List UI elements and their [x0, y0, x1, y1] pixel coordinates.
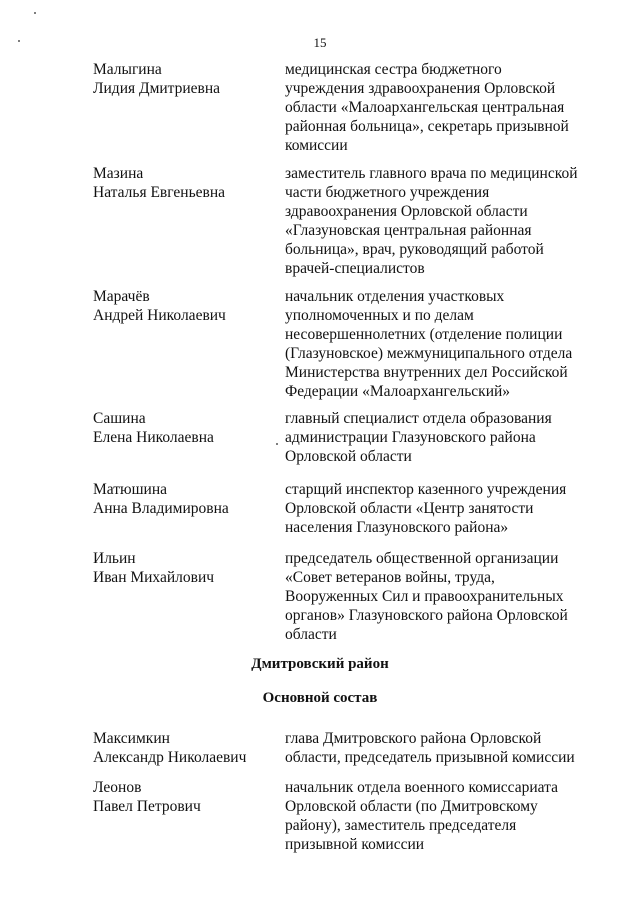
role-line: области «Малоархангельская центральная: [285, 99, 565, 116]
member-name: [93, 60, 273, 98]
role-line: главный специалист отдела образования: [285, 410, 552, 427]
member-name: [93, 778, 273, 816]
given-names: Наталья Евгеньевна: [93, 184, 226, 201]
role-line: заместитель главного врача по медицинской: [285, 165, 578, 182]
role-line: Министерства внутренних дел Российской: [285, 364, 568, 381]
scan-speck: [34, 12, 36, 14]
role-line: глава Дмитровского района Орловской: [285, 730, 542, 747]
page-number: 15: [313, 35, 327, 50]
role-line: Федерации «Малоархангельский»: [285, 383, 511, 400]
role-line: Вооруженных Сил и правоохранительных: [285, 588, 564, 605]
member-name: [93, 287, 273, 325]
given-names: Елена Николаевна: [93, 429, 214, 446]
member-name: [93, 480, 273, 518]
member-role: [285, 778, 585, 854]
surname: Сашина: [93, 410, 146, 427]
surname: Леонов: [93, 779, 142, 796]
role-line: району), заместитель председателя: [285, 817, 517, 834]
role-line: несовершеннолетних (отделение полиции: [285, 326, 563, 343]
member-role: [285, 287, 585, 401]
role-line: медицинская сестра бюджетного: [285, 61, 502, 78]
role-line: органов» Глазуновского района Орловской: [285, 607, 568, 624]
section-heading: Основной состав: [262, 690, 378, 706]
role-line: здравоохранения Орловской области: [285, 203, 528, 220]
member-role: [285, 164, 585, 278]
member-role: [285, 409, 585, 466]
role-line: (Глазуновское) межмуниципального отдела: [285, 345, 573, 362]
member-name: [93, 409, 273, 447]
surname: Ильин: [93, 550, 136, 567]
given-names: Андрей Николаевич: [93, 307, 226, 324]
given-names: Александр Николаевич: [93, 749, 247, 766]
given-names: Анна Владимировна: [93, 500, 229, 517]
role-line: администрации Глазуновского района: [285, 429, 536, 446]
surname: Мазина: [93, 165, 144, 182]
member-role: [285, 729, 585, 767]
scan-speck: [276, 443, 278, 445]
role-line: части бюджетного учреждения: [285, 184, 490, 201]
role-line: начальник отделения участковых: [285, 288, 505, 305]
role-line: председатель общественной организации: [285, 550, 559, 567]
role-line: Орловской области: [285, 448, 412, 465]
role-line: призывной комиссии: [285, 836, 425, 853]
role-line: «Совет ветеранов войны, труда,: [285, 569, 495, 586]
role-line: комиссии: [285, 137, 348, 154]
role-line: старщий инспектор казенного учреждения: [285, 481, 567, 498]
member-role: [285, 549, 585, 644]
member-name: [93, 549, 273, 587]
surname: Марачёв: [93, 288, 150, 305]
role-line: районная больница», секретарь призывной: [285, 118, 569, 135]
member-role: [285, 480, 585, 537]
district-heading: Дмитровский район: [251, 656, 389, 672]
surname: Матюшина: [93, 481, 168, 498]
role-line: учреждения здравоохранения Орловской: [285, 80, 556, 97]
role-line: Орловской области «Центр занятости: [285, 500, 534, 517]
given-names: Иван Михайлович: [93, 569, 215, 586]
surname: Малыгина: [93, 61, 162, 78]
role-line: врачей-специалистов: [285, 260, 425, 277]
given-names: Павел Петрович: [93, 798, 201, 815]
role-line: начальник отдела военного комиссариата: [285, 779, 558, 796]
role-line: Орловской области (по Дмитровскому: [285, 798, 538, 815]
member-name: [93, 729, 273, 767]
role-line: области, председатель призывной комиссии: [285, 749, 575, 766]
given-names: Лидия Дмитриевна: [93, 80, 221, 97]
surname: Максимкин: [93, 730, 170, 747]
member-role: [285, 60, 585, 155]
role-line: «Глазуновская центральная районная: [285, 222, 532, 239]
role-line: уполномоченных и по делам: [285, 307, 474, 324]
role-line: больница», врач, руководящий работой: [285, 241, 544, 258]
role-line: области: [285, 626, 337, 643]
member-name: [93, 164, 273, 202]
role-line: населения Глазуновского района»: [285, 519, 509, 536]
